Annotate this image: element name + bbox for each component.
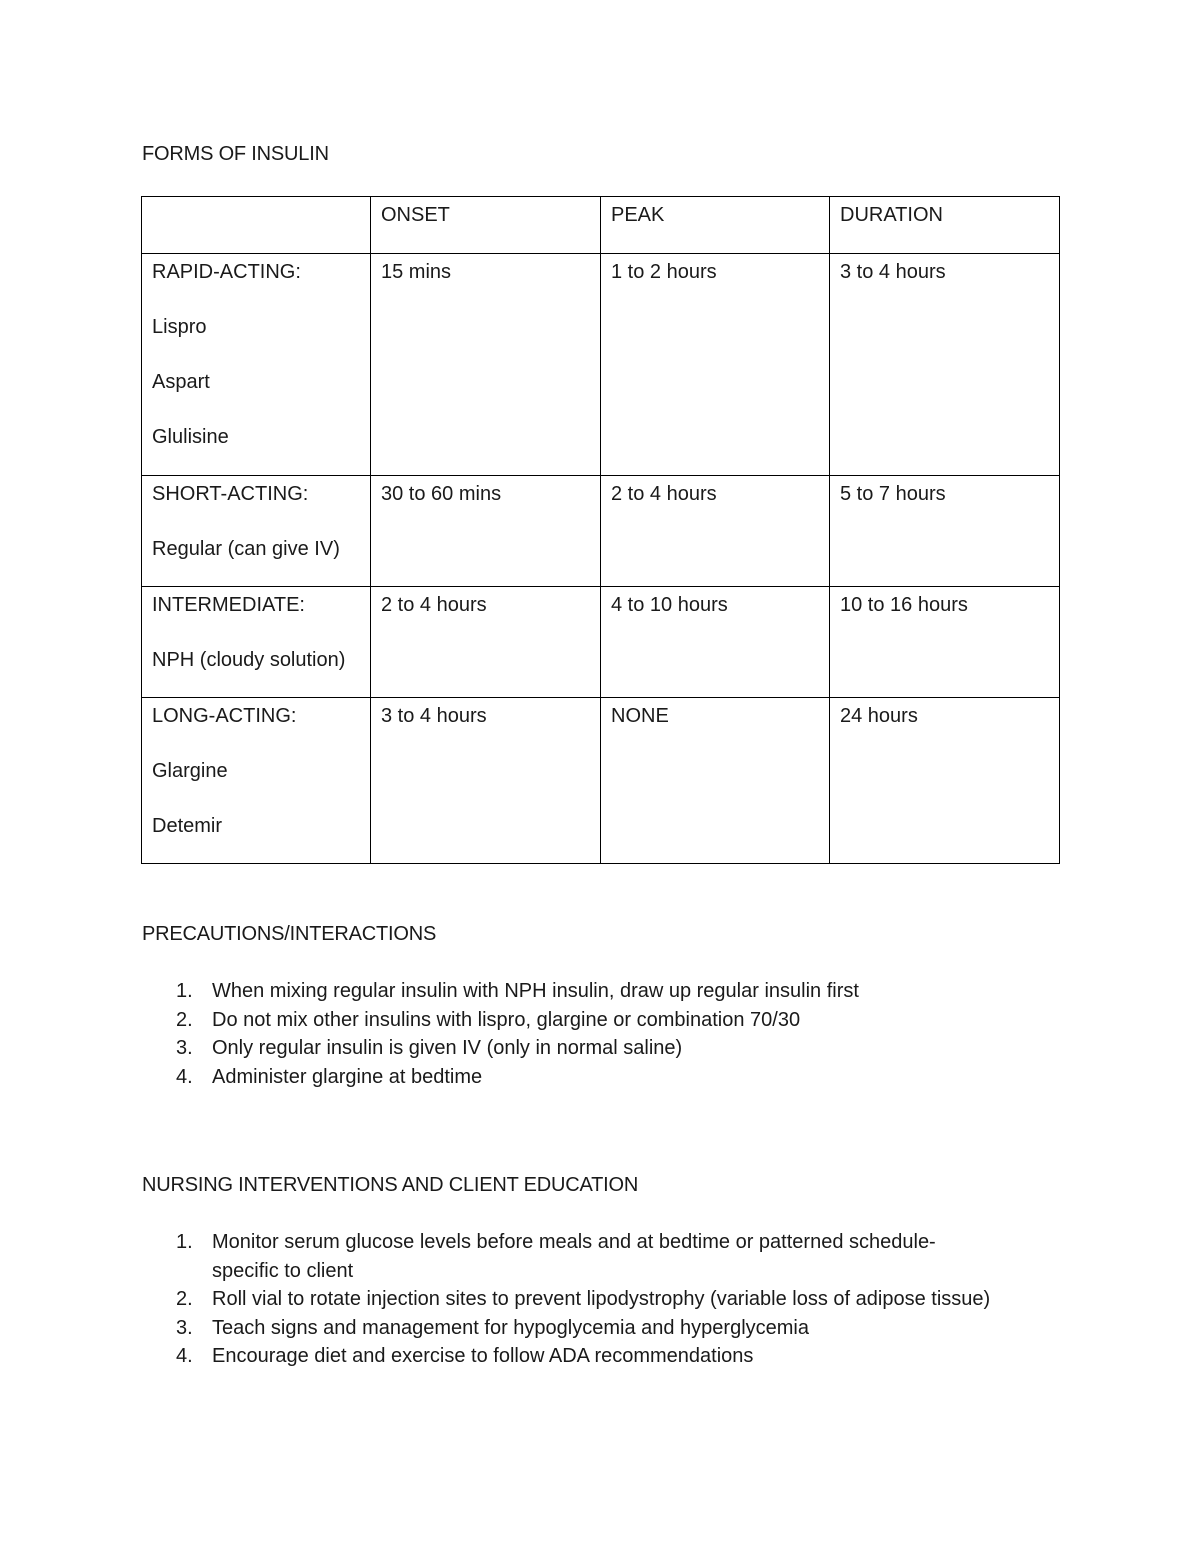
list-text: Administer glargine at bedtime [212, 1065, 483, 1088]
table-header-peak: PEAK [601, 197, 830, 254]
table-row-rapid-acting [142, 254, 1060, 476]
category-cell [142, 254, 371, 476]
nursing-interventions-list [142, 1228, 1022, 1371]
peak-cell: 1 to 2 hours [601, 254, 830, 476]
list-item [142, 1034, 1022, 1063]
duration-cell: 3 to 4 hours [830, 254, 1060, 476]
category-label: INTERMEDIATE: [152, 594, 305, 616]
list-item [142, 1006, 1022, 1035]
list-item [142, 1342, 1002, 1371]
peak-cell: 4 to 10 hours [601, 587, 830, 698]
table-row-long-acting [142, 698, 1060, 864]
category-cell [142, 698, 371, 864]
list-text: When mixing regular insulin with NPH insulin, draw up regular insulin first [212, 980, 859, 1002]
precautions-heading: PRECAUTIONS/INTERACTIONS [142, 923, 437, 945]
list-number: 3. [176, 1037, 193, 1059]
duration-cell: 5 to 7 hours [830, 476, 1060, 587]
onset-cell: 3 to 4 hours [371, 698, 601, 864]
table-row-short-acting [142, 476, 1060, 587]
list-text: Monitor serum glucose levels before meals and at bedtime or patterned schedule-specific to client [212, 1231, 936, 1282]
drug-name: Regular (can give IV) [152, 538, 340, 560]
list-text: Roll vial to rotate injection sites to prevent lipodystrophy (variable loss of adipose tissue) [212, 1288, 991, 1310]
list-text: Encourage diet and exercise to follow ADA recommendations [212, 1345, 754, 1367]
list-number: 3. [176, 1316, 193, 1339]
nursing-interventions-heading: NURSING INTERVENTIONS AND CLIENT EDUCATION [142, 1174, 639, 1196]
duration-cell: 24 hours [830, 698, 1060, 864]
list-item [142, 1285, 1002, 1314]
list-item [142, 1063, 1022, 1092]
peak-cell: 2 to 4 hours [601, 476, 830, 587]
list-number: 4. [176, 1345, 193, 1367]
duration-cell: 10 to 16 hours [830, 587, 1060, 698]
list-text: Do not mix other insulins with lispro, glargine or combination 70/30 [212, 1008, 801, 1031]
onset-cell: 2 to 4 hours [371, 587, 601, 698]
list-text: Teach signs and management for hypoglycemia and hyperglycemia [212, 1316, 810, 1339]
category-label: LONG-ACTING: [152, 705, 297, 727]
category-label: SHORT-ACTING: [152, 483, 309, 505]
table-row-intermediate [142, 587, 1060, 698]
table-header-row [142, 197, 1060, 254]
precautions-list [142, 977, 1022, 1091]
onset-cell: 15 mins [371, 254, 601, 476]
drug-name: Glargine [152, 760, 228, 782]
list-number: 4. [176, 1065, 193, 1088]
drug-name: NPH (cloudy solution) [152, 649, 346, 671]
insulin-forms-table [141, 196, 1060, 864]
drug-name: Detemir [152, 815, 223, 837]
table-header-cell [142, 197, 371, 254]
drug-name: Glulisine [152, 426, 229, 448]
drug-name: Lispro [152, 316, 207, 338]
category-cell [142, 587, 371, 698]
list-item [142, 1228, 1002, 1285]
list-item [142, 1314, 1002, 1343]
forms-of-insulin-heading: FORMS OF INSULIN [142, 143, 329, 165]
onset-cell: 30 to 60 mins [371, 476, 601, 587]
list-number: 2. [176, 1288, 193, 1310]
list-item [142, 977, 1022, 1006]
table-header-duration: DURATION [830, 197, 1060, 254]
list-number: 1. [176, 980, 193, 1002]
peak-cell: NONE [601, 698, 830, 864]
category-label: RAPID-ACTING: [152, 261, 301, 283]
list-text: Only regular insulin is given IV (only in normal saline) [212, 1037, 683, 1059]
drug-name: Aspart [152, 371, 210, 393]
table-header-onset: ONSET [371, 197, 601, 254]
list-number: 2. [176, 1008, 193, 1031]
category-cell [142, 476, 371, 587]
list-number: 1. [176, 1231, 193, 1253]
